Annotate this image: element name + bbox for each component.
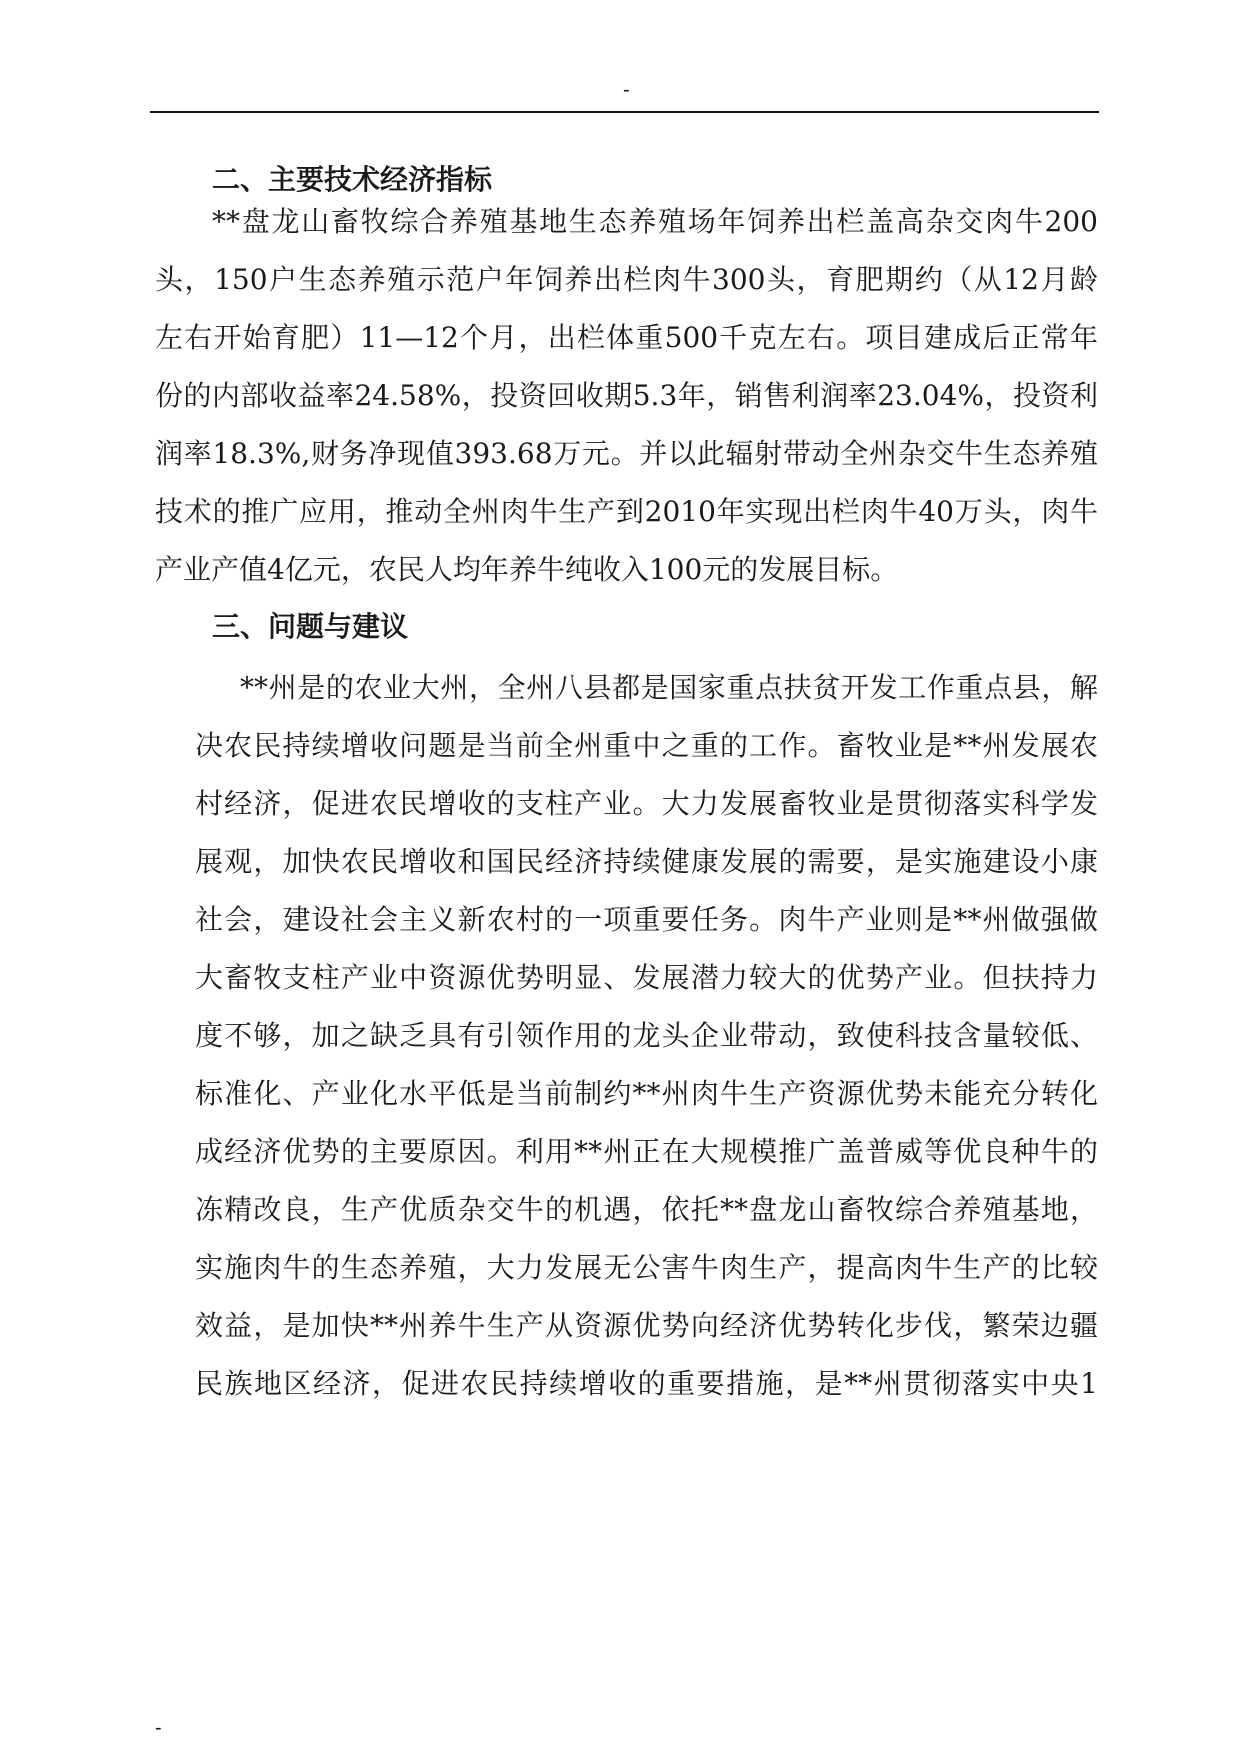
header-rule — [150, 111, 1099, 113]
page-footer-mark: - — [155, 1717, 162, 1739]
section-heading-indicators: 二、主要技术经济指标 — [212, 163, 493, 196]
paragraph-line: 份的内部收益率24.58%，投资回收期5.3年，销售利润率23.04%，投资利 — [155, 379, 1098, 412]
paragraph-line: 度不够，加之缺乏具有引领作用的龙头企业带动，致使科技含量较低、 — [195, 1019, 1098, 1052]
paragraph-line: 标准化、产业化水平低是当前制约**州肉牛生产资源优势未能充分转化 — [195, 1077, 1098, 1110]
paragraph-line: 民族地区经济，促进农民持续增收的重要措施，是**州贯彻落实中央1 — [195, 1367, 1098, 1400]
page-header-mark: - — [623, 79, 630, 101]
paragraph-line: 大畜牧支柱产业中资源优势明显、发展潜力较大的优势产业。但扶持力 — [195, 961, 1098, 994]
paragraph-line: **州是的农业大州，全州八县都是国家重点扶贫开发工作重点县，解 — [240, 671, 1098, 704]
paragraph-line: 社会，建设社会主义新农村的一项重要任务。肉牛产业则是**州做强做 — [195, 903, 1098, 936]
paragraph-line: 村经济，促进农民增收的支柱产业。大力发展畜牧业是贯彻落实科学发 — [195, 787, 1098, 820]
paragraph-line: 效益，是加快**州养牛生产从资源优势向经济优势转化步伐，繁荣边疆 — [195, 1309, 1098, 1342]
paragraph-line: 产业产值4亿元，农民人均年养牛纯收入100元的发展目标。 — [155, 553, 899, 586]
paragraph-line: 头，150户生态养殖示范户年饲养出栏肉牛300头，育肥期约（从12月龄 — [155, 263, 1098, 296]
paragraph-line: 实施肉牛的生态养殖，大力发展无公害牛肉生产，提高肉牛生产的比较 — [195, 1251, 1098, 1284]
paragraph-line: 润率18.3%,财务净现值393.68万元。并以此辐射带动全州杂交牛生态养殖 — [155, 437, 1098, 470]
paragraph-line: 展观，加快农民增收和国民经济持续健康发展的需要，是实施建设小康 — [195, 845, 1098, 878]
paragraph-line: 左右开始育肥）11—12个月，出栏体重500千克左右。项目建成后正常年 — [155, 321, 1098, 354]
paragraph-line: 成经济优势的主要原因。利用**州正在大规模推广盖普威等优良种牛的 — [195, 1135, 1098, 1168]
paragraph-line: 冻精改良，生产优质杂交牛的机遇，依托**盘龙山畜牧综合养殖基地， — [195, 1193, 1098, 1226]
section-heading-issues: 三、问题与建议 — [212, 610, 409, 643]
paragraph-line: 技术的推广应用，推动全州肉牛生产到2010年实现出栏肉牛40万头，肉牛 — [155, 495, 1098, 528]
paragraph-line: 决农民持续增收问题是当前全州重中之重的工作。畜牧业是**州发展农 — [195, 729, 1098, 762]
paragraph-line: **盘龙山畜牧综合养殖基地生态养殖场年饲养出栏盖高杂交肉牛200 — [212, 205, 1098, 238]
